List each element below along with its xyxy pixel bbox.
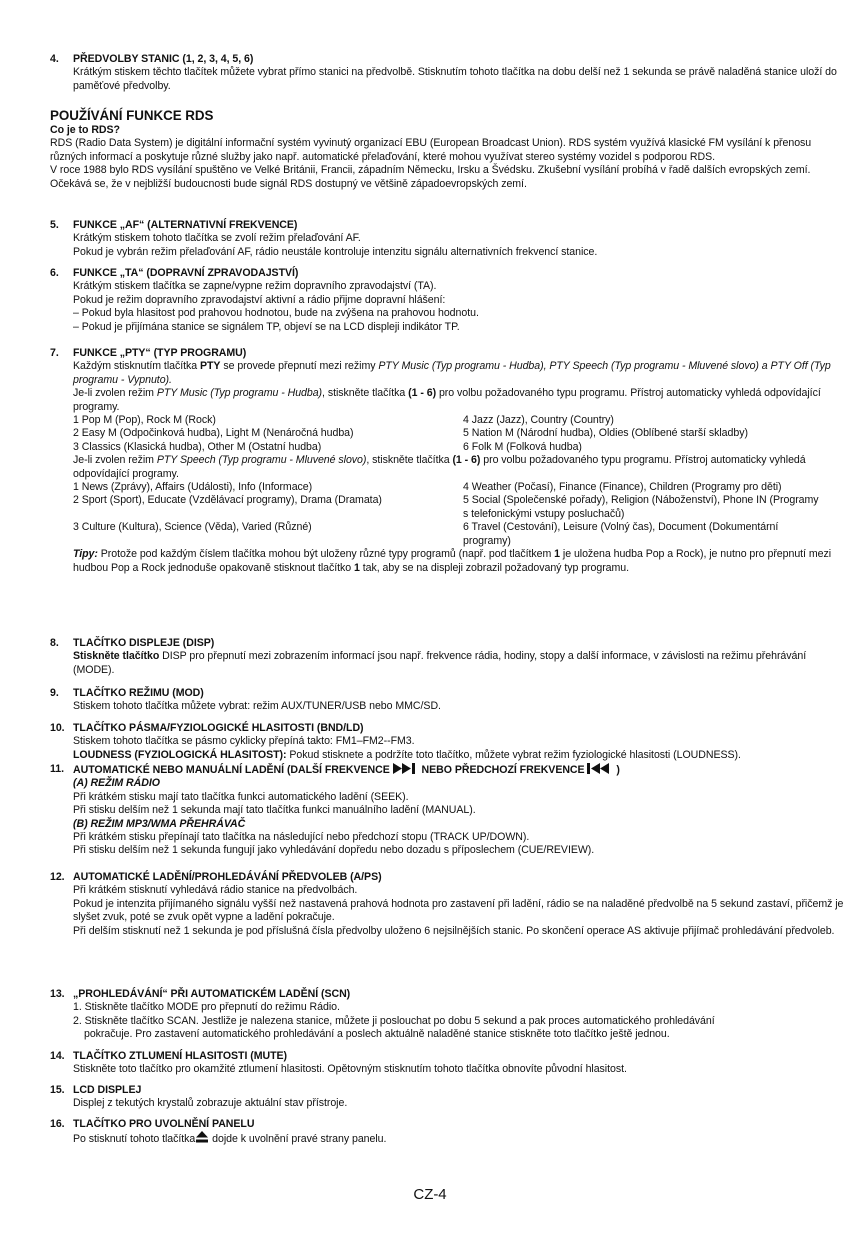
section-text: Stiskem tohoto tlačítka se pásmo cyklicky přepíná takto: FM1–FM2--FM3. (73, 735, 415, 748)
section-text: Při stisku delším než 1 sekunda mají tato tlačítka funkci manuálního ladění (MANUAL). (73, 804, 476, 817)
section-ta (50, 267, 848, 334)
section-text: Krátkým stiskem tlačítka se zapne/vypne režim dopravního zpravodajství (TA). (73, 280, 437, 293)
section-mod (50, 687, 848, 714)
section-number: 8. (50, 637, 59, 649)
section-af (50, 219, 848, 259)
section-title: „PROHLEDÁVÁNÍ“ PŘI AUTOMATICKÉM LADĚNÍ (SCN) (73, 988, 351, 1000)
section-aps (50, 871, 848, 938)
section-disp (50, 637, 848, 677)
section-pty (50, 347, 848, 575)
section-text: Při krátkém stisku mají tato tlačítka funkci automatického ladění (SEEK). (73, 790, 409, 803)
section-title: AUTOMATICKÉ LADĚNÍ/PROHLEDÁVÁNÍ PŘEDVOLEB (A/PS) (73, 871, 382, 883)
section-title: PŘEDVOLBY STANIC (1, 2, 3, 4, 5, 6) (73, 53, 254, 65)
section-text: Stiskněte toto tlačítko pro okamžité ztlumení hlasitosti. Opětovným stisknutím tohoto tlačítka obnovíte původní hlasitost. (73, 1063, 627, 1076)
section-text: Při krátkém stisku přepínají tato tlačítka na následující nebo předchozí stopu (TRACK UP/DOWN). (73, 831, 530, 844)
section-number: 11. (50, 763, 64, 775)
section-number: 10. (50, 722, 65, 734)
rds-paragraph-1: RDS (Radio Data System) je digitální informační systém vyvinutý organizací EBU (European Broadcast Union). RDS systém využívá klasické FM vysílání k přenosu různých informací a poskytuje různé služby jako např. automatické přelaďování, které mohou využívat stereo systémy vozidel s podporou RDS. (50, 137, 812, 163)
section-text: Při krátkém stisknutí vyhledává rádio stanice na předvolbách. (73, 884, 358, 897)
section-title: TLAČÍTKO REŽIMU (MOD) (73, 687, 204, 699)
section-text: Při delším stisknutí než 1 sekunda je pod příslušná čísla předvolby uloženo 6 nejsilnějších stanic. Po skončení operace AS aktivuje přijímač prohledávání předvoleb. (73, 924, 835, 937)
subsection-title: (B) REŽIM MP3/WMA PŘEHRÁVAČ (73, 817, 246, 830)
list-item: 3 Culture (Kultura), Science (Věda), Varied (Různé) (73, 521, 312, 534)
section-number: 4. (50, 53, 59, 65)
section-number: 5. (50, 219, 59, 231)
section-title: FUNKCE „TA“ (DOPRAVNÍ ZPRAVODAJSTVÍ) (73, 267, 299, 279)
section-number: 16. (50, 1118, 65, 1130)
section-number: 7. (50, 347, 59, 359)
section-text: Pokud je režim dopravního zpravodajství aktivní a rádio přijme dopravní hlášení: (73, 293, 446, 306)
section-text: Krátkým stiskem tohoto tlačítka se zvolí režim přelaďování AF. (73, 232, 361, 245)
section-number: 15. (50, 1084, 65, 1096)
pty-tip: Tipy: Protože pod každým číslem tlačítka mohou být uloženy různé typy programů (např. pod tlačítkem 1 je uložena hudba Pop a Rock), je nutno pro přepnutí mezi hudbou Pop a Rock jednoduše opakovaně stisknout tlačítko 1 tak, aby se na displeji zobrazil požadovaný typ programu. (73, 548, 832, 574)
section-title: FUNKCE „AF“ (ALTERNATIVNÍ FREKVENCE) (73, 219, 298, 231)
section-text: Při stisku delším než 1 sekunda fungují jako vyhledávání dopředu nebo dozadu s příposlechem (CUE/REVIEW). (73, 844, 595, 857)
section-title: TLAČÍTKO ZTLUMENÍ HLASITOSTI (MUTE) (73, 1050, 288, 1062)
section-lcd (50, 1084, 848, 1111)
section-title: TLAČÍTKO DISPLEJE (DISP) (73, 637, 215, 649)
section-text: Displej z tekutých krystalů zobrazuje aktuální stav přístroje. (73, 1097, 348, 1110)
pty-speech-row (73, 481, 848, 494)
section-text: 2. Stiskněte tlačítko SCAN. Jestliže je nalezena stanice, můžete ji poslouchat po dobu 5 sekund a pak proces automatického prohledávání (73, 1014, 715, 1027)
list-item: 2 Easy M (Odpočinková hudba), Light M (Nenáročná hudba) (73, 427, 354, 440)
section-text: 1. Stiskněte tlačítko MODE pro přepnutí do režimu Rádio. (73, 1001, 340, 1014)
section-tuning (50, 763, 848, 858)
section-rds-intro (50, 108, 825, 191)
eject-icon (195, 1131, 209, 1143)
section-bnd-ld (50, 722, 848, 762)
pty-speech-text: Je-li zvolen režim PTY Speech (Typ programu - Mluvené slovo), stiskněte tlačítka (1 - 6) pro volbu požadovaného typu programu. Přístroj automaticky vyhledá odpovídající programy. (73, 454, 806, 480)
list-item: 1 News (Zprávy), Affairs (Události), Info (Informace) (73, 481, 313, 494)
section-text: Pokud je intenzita přijímaného signálu vyšší než nastavená prahová hodnota pro zastavení při ladění, rádio se na naladěné předvolbě na 5 sekund zastaví, přičemž je slyšet zvuk, poté se zvuk opět vypne a ladění pokračuje. (73, 897, 844, 924)
section-panel-release (50, 1118, 848, 1147)
rds-question: Co je to RDS? (50, 124, 120, 136)
list-item: 6 Travel (Cestování), Leisure (Volný čas), Document (Dokumentární programy) (463, 521, 779, 547)
list-item: 4 Jazz (Jazz), Country (Country) (463, 414, 614, 427)
list-item: 5 Nation M (Národní hudba), Oldies (Oblíbené starší skladby) (463, 427, 748, 440)
list-item: 5 Social (Společenské pořady), Religion (Náboženství), Phone IN (Programy s telefonickými vstupy posluchačů) (463, 494, 819, 520)
pty-mode-text: Každým stisknutím tlačítka PTY se provede přepnutí mezi režimy PTY Music (Typ programu - Hudba), PTY Speech (Typ programu - Mluvené slovo) a PTY Off (Typ programu - Vypnuto). (73, 360, 831, 386)
section-number: 14. (50, 1050, 65, 1062)
pty-speech-row (73, 521, 848, 548)
pty-music-text: Je-li zvolen režim PTY Music (Typ programu - Hudba), stiskněte tlačítka (1 - 6) pro volbu požadovaného typu programu. Přístroj automaticky vyhledá odpovídající programy. (73, 387, 821, 413)
section-title: TLAČÍTKO PÁSMA/FYZIOLOGICKÉ HLASITOSTI (BND/LD) (73, 722, 364, 734)
section-number: 13. (50, 988, 65, 1000)
section-text: Krátkým stiskem těchto tlačítek můžete vybrat přímo stanici na předvolbě. Stisknutím tohoto tlačítka na dobu delší než 1 sekunda se právě naladěná stanice uloží do paměťové předvolby. (73, 66, 837, 92)
section-text: Stiskem tohoto tlačítka můžete vybrat: režim AUX/TUNER/USB nebo MMC/SD. (73, 700, 441, 713)
section-text: – Pokud je přijímána stanice se signálem TP, objeví se na LCD displeji indikátor TP. (73, 320, 460, 333)
section-text: Stiskněte tlačítko DISP pro přepnutí mezi zobrazením informací jsou např. frekvence rádia, hodiny, stopy a další informace, v závislosti na režimu přehrávání (MODE). (73, 650, 807, 676)
section-text: – Pokud byla hlasitost pod prahovou hodnotou, bude na zvýšena na prahovou hodnotu. (73, 307, 479, 320)
section-title: TLAČÍTKO PRO UVOLNĚNÍ PANELU (73, 1118, 255, 1130)
section-mute (50, 1050, 848, 1077)
list-item: 6 Folk M (Folková hudba) (463, 440, 582, 453)
section-scn (50, 988, 848, 1042)
section-text: Po stisknutí tohoto tlačítka dojde k uvolnění pravé strany panelu. (73, 1133, 387, 1146)
subsection-title: (A) REŽIM RÁDIO (73, 777, 160, 790)
section-title: AUTOMATICKÉ NEBO MANUÁLNÍ LADĚNÍ (DALŠÍ FREKVENCE NEBO PŘEDCHOZÍ FREKVENCE ) (73, 764, 620, 776)
section-title: FUNKCE „PTY“ (TYP PROGRAMU) (73, 347, 247, 359)
next-track-icon (393, 763, 419, 774)
page-number: CZ-4 (413, 1186, 447, 1203)
section-text: Pokud je vybrán režim přelaďování AF, rádio neustále kontroluje intenzitu signálu alternativních frekvencí stanice. (73, 245, 598, 258)
rds-paragraph-2: V roce 1988 bylo RDS vysílání spuštěno ve Velké Británii, Francii, západním Německu, Irsku a Švédsku. Zkušební vysílání probíhá v řadě dalších evropských zemí. Očekává se, že v nejbližší budoucnosti bude signál RDS dostupný ve většině západoevropských zemí. (50, 164, 811, 190)
section-number: 12. (50, 871, 65, 883)
section-number: 6. (50, 267, 59, 279)
previous-track-icon (587, 763, 613, 774)
list-item: 1 Pop M (Pop), Rock M (Rock) (73, 414, 216, 427)
pty-speech-row (73, 494, 848, 521)
section-title: LCD DISPLEJ (73, 1084, 142, 1096)
list-item: 2 Sport (Sport), Educate (Vzdělávací programy), Drama (Dramata) (73, 494, 382, 507)
section-text: LOUDNESS (FYZIOLOGICKÁ HLASITOST): Pokud stisknete a podržíte toto tlačítko, můžete vybrat režim fyziologické hlasitosti (LOUDNESS). (73, 748, 741, 761)
list-item: 3 Classics (Klasická hudba), Other M (Ostatní hudba) (73, 440, 322, 453)
pty-music-list (73, 414, 848, 454)
section-text: pokračuje. Pro zastavení automatického prohledávání a poslech aktuálně naladěné stanice stiskněte toto tlačítko ještě jednou. (84, 1028, 670, 1041)
section-presets (50, 53, 848, 93)
rds-heading: POUŽÍVÁNÍ FUNKCE RDS (50, 108, 214, 123)
list-item: 4 Weather (Počasí), Finance (Finance), Children (Programy pro děti) (463, 481, 782, 494)
section-number: 9. (50, 687, 59, 699)
